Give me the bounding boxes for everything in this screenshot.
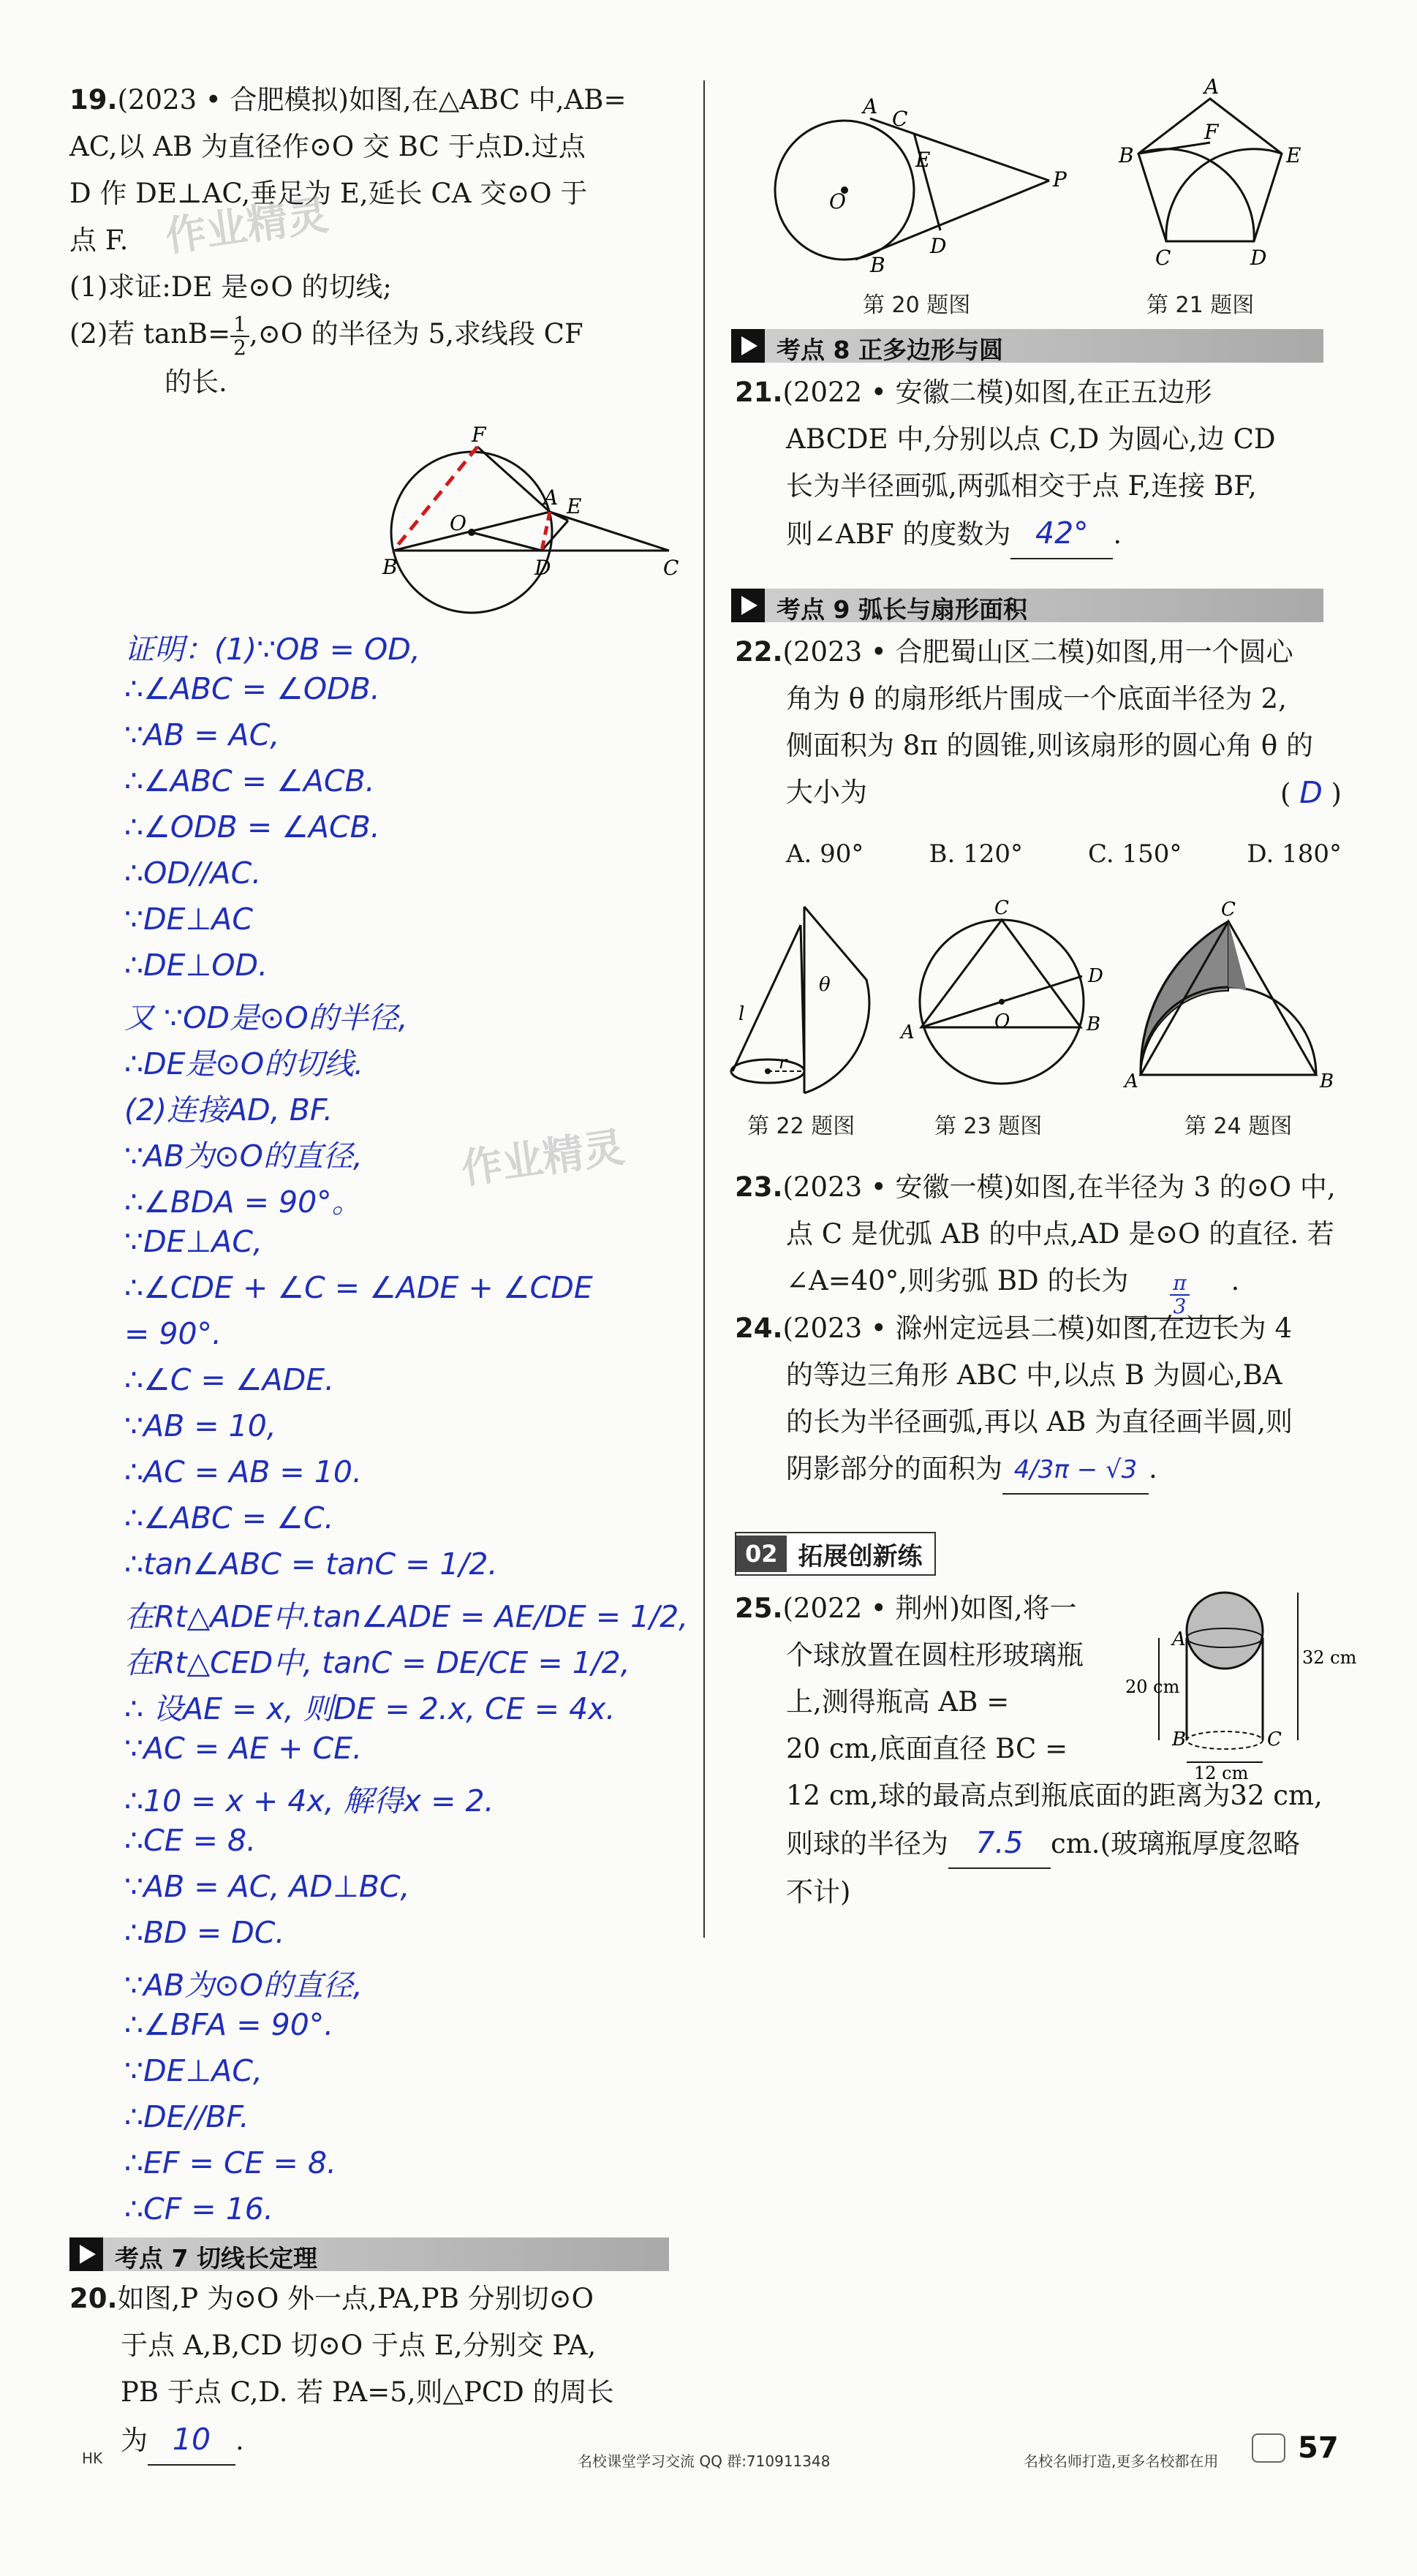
fig-label: 12 cm xyxy=(1194,1763,1249,1783)
answer-blank: $\frac{\pi}{3}$ xyxy=(1128,1270,1231,1319)
solution-line: ∴∠ABC = ∠ODB. xyxy=(124,671,380,706)
footer-right: 名校名师打造,更多名校都在用 xyxy=(1024,2452,1219,2470)
solution-line: ∴CE = 8. xyxy=(124,1823,257,1858)
answer-blank: 42° xyxy=(1010,510,1113,559)
fig-label: A xyxy=(863,94,878,118)
solution-line: ∴∠BFA = 90°. xyxy=(124,2007,334,2042)
fig-label: D xyxy=(930,234,947,258)
question-25-cont: 12 cm,球的最高点到瓶底面的距离为32 cm, 则球的半径为 7.5 cm.(玻璃瓶厚度忽略 不计) xyxy=(786,1780,1323,1908)
q22-figure xyxy=(724,896,899,1100)
logo-icon xyxy=(1252,2433,1285,2463)
solution-line: 又 ∵OD是⊙O的半径, xyxy=(124,1000,408,1035)
q25-figure xyxy=(1125,1583,1357,1783)
solution-line: ∴∠ABC = ∠ACB. xyxy=(124,763,375,798)
question-25: 25.(2022 • 荆州)如图,将一 个球放置在圆柱形玻璃瓶 上,测得瓶高 AB = 20 cm,底面直径 BC = xyxy=(735,1593,1084,1764)
solution-line: ∴ 设AE = x, 则DE = 2.x, CE = 4x. xyxy=(124,1691,616,1726)
solution-line: ∴DE⊥OD. xyxy=(124,948,268,983)
fig-label: A xyxy=(1172,1628,1186,1650)
fig-label: E xyxy=(567,494,582,518)
figure-caption: 第 22 题图 xyxy=(747,1114,855,1139)
fig-label: C xyxy=(1267,1729,1282,1750)
solution-line: 证明：(1)∵OB = OD, xyxy=(124,632,420,667)
fig-label: C xyxy=(994,897,1009,919)
page-number: 57 xyxy=(1298,2431,1339,2465)
fig-label: A xyxy=(543,486,559,510)
option-b: B. 120° xyxy=(929,839,1023,869)
column-divider xyxy=(703,80,705,1938)
solution-line: ∴∠ODB = ∠ACB. xyxy=(124,809,380,845)
solution-line: 在Rt△ADE中.tan∠ADE = AE/DE = 1/2, xyxy=(124,1599,689,1634)
answer-blank: 7.5 xyxy=(948,1819,1051,1869)
solution-line: ∵AB = AC, AD⊥BC, xyxy=(124,1869,410,1904)
fig-label: E xyxy=(915,148,931,172)
solution-line: ∵AC = AE + CE. xyxy=(124,1731,363,1766)
question-19: 19.(2023 • 合肥模拟)如图,在△ABC 中,AB= AC,以 AB 为直径作⊙O 交 BC 于点D.过点 D 作 DE⊥AC,垂足为 E,延长 CA 交⊙O 于 点 F. (1)求证:DE 是⊙O 的切线; (2)若 tanB= $\frac{1}{2}$ ,⊙O 的半径为 5,求线段 CF 的长. xyxy=(69,84,627,398)
option-c: C. 150° xyxy=(1088,839,1182,869)
answer-choice: D xyxy=(1299,775,1323,810)
fig-label: B xyxy=(1087,1013,1101,1035)
fig-label: P xyxy=(1053,167,1067,192)
solution-line: = 90°. xyxy=(124,1316,222,1351)
fig-label: 32 cm xyxy=(1302,1647,1357,1668)
fig-label: B xyxy=(1119,143,1134,167)
fig-label: C xyxy=(1221,899,1236,921)
figure-caption: 第 23 题图 xyxy=(934,1114,1043,1139)
fig-label: F xyxy=(1204,120,1219,144)
fig-label: C xyxy=(892,107,908,131)
answer-blank: 4/3π − √3 xyxy=(1002,1446,1149,1495)
footer-left: HK xyxy=(82,2450,103,2467)
solution-line: ∴CF = 16. xyxy=(124,2191,273,2226)
section-header: 考点 8 正多边形与圆 xyxy=(731,329,1323,363)
fig-label: O xyxy=(829,189,846,214)
question-23: 23.(2023 • 安徽一模)如图,在半径为 3 的⊙O 中, 点 C 是优弧 AB 的中点,AD 是⊙O 的直径. 若 ∠A=40°,则劣弧 BD 的长为 $\frac{\pi}{3}$ . xyxy=(735,1171,1336,1318)
watermark: 作业精灵 xyxy=(458,1123,628,1194)
question-21: 21.(2022 • 安徽二模)如图,在正五边形 ABCDE 中,分别以点 C,D 为圆心,边 CD 长为半径画弧,两弧相交于点 F,连接 BF, 则∠ABF 的度数为 42° . xyxy=(735,369,1342,559)
solution-line: ∴∠CDE + ∠C = ∠ADE + ∠CDE xyxy=(124,1270,593,1305)
solution-line: ∵AB为⊙O的直径, xyxy=(124,1138,363,1174)
fig-label: C xyxy=(1155,246,1171,270)
solution-line: ∴DE是⊙O的切线. xyxy=(124,1046,364,1081)
fig-label: D xyxy=(1088,965,1103,987)
solution-line: ∴∠BDA = 90°。 xyxy=(124,1185,362,1220)
fig-label: θ xyxy=(819,974,831,996)
figure-caption: 第 21 题图 xyxy=(1146,292,1255,318)
q24-figure xyxy=(1119,896,1338,1093)
fig-label: O xyxy=(994,1011,1010,1032)
fig-label: r xyxy=(779,1052,787,1073)
fig-label: E xyxy=(1286,143,1301,167)
fig-label: A xyxy=(1204,75,1220,99)
fig-label: l xyxy=(738,1003,745,1025)
fig-label: B xyxy=(870,253,885,277)
solution-line: ∴DE//BF. xyxy=(124,2099,249,2134)
solution-line: ∵DE⊥AC, xyxy=(124,1224,262,1259)
question-24: 24.(2023 • 滁州定远县二模)如图,在边长为 4 的等边三角形 ABC 中,以点 B 为圆心,BA 的长为半径画弧,再以 AB 为直径画半圆,则 阴影部分的面积为 4/3π − √3 . xyxy=(735,1305,1342,1495)
solution-line: ∴AC = AB = 10. xyxy=(124,1454,362,1489)
fig-label: A xyxy=(901,1021,915,1043)
solution-line: ∵AB为⊙O的直径, xyxy=(124,1968,363,2003)
figure-caption: 第 20 题图 xyxy=(863,292,971,318)
section-02-header: 02 拓展创新练 xyxy=(735,1532,936,1576)
answer-blank: 10 xyxy=(148,2416,235,2466)
fig-label: C xyxy=(663,556,679,580)
fig-label: D xyxy=(534,556,551,580)
solution-line: ∵DE⊥AC, xyxy=(124,2053,262,2088)
options-row xyxy=(786,839,1342,869)
option-d: D. 180° xyxy=(1247,839,1342,869)
solution-line: ∴EF = CE = 8. xyxy=(124,2145,337,2180)
fig-label: B xyxy=(1172,1729,1187,1750)
q23-figure xyxy=(899,896,1111,1093)
q20-figure xyxy=(760,80,1068,278)
question-20: 20.如图,P 为⊙O 外一点,PA,PB 分别切⊙O 于点 A,B,CD 切⊙O 于点 E,分别交 PA, PB 于点 C,D. 若 PA=5,则△PCD 的周长 为 10 . xyxy=(69,2275,676,2466)
fig-label: F xyxy=(472,423,486,447)
option-a: A. 90° xyxy=(786,839,864,869)
section-header: 考点 7 切线长定理 xyxy=(69,2237,669,2271)
fig-label: B xyxy=(382,555,398,579)
q21-figure xyxy=(1115,73,1320,271)
footer-center: 名校课堂学习交流 QQ 群:710911348 xyxy=(578,2452,831,2470)
fig-label: A xyxy=(1125,1070,1138,1092)
play-triangle-icon xyxy=(731,329,765,363)
solution-line: ∴OD//AC. xyxy=(124,855,262,891)
fig-label: D xyxy=(1250,246,1267,270)
part-2: (2)若 tanB= $\frac{1}{2}$ ,⊙O 的半径为 5,求线段 CF xyxy=(69,311,583,360)
part-1: (1)求证:DE 是⊙O 的切线; xyxy=(69,271,392,303)
solution-line: ∴∠ABC = ∠C. xyxy=(124,1500,334,1536)
solution-line: ∴BD = DC. xyxy=(124,1915,285,1950)
play-triangle-icon xyxy=(69,2237,103,2271)
fig-label: O xyxy=(450,511,466,535)
solution-line: ∵DE⊥AC xyxy=(124,902,253,937)
fig-label: B xyxy=(1320,1070,1334,1092)
q19-figure xyxy=(377,424,691,596)
solution-line: ∴∠C = ∠ADE. xyxy=(124,1362,335,1397)
question-22: 22.(2023 • 合肥蜀山区二模)如图,用一个圆心 角为 θ 的扇形纸片围成一个底面半径为 2, 侧面积为 8π 的圆锥,则该扇形的圆心角 θ 的 大小为 ( D ) xyxy=(735,636,1342,810)
watermark: 作业精灵 xyxy=(162,191,332,262)
section-header: 考点 9 弧长与扇形面积 xyxy=(731,589,1323,622)
solution-line: ∴10 = x + 4x, 解得x = 2. xyxy=(124,1783,494,1818)
solution-line: ∵AB = 10, xyxy=(124,1408,276,1443)
solution-line: (2)连接AD, BF. xyxy=(124,1092,333,1128)
figure-caption: 第 24 题图 xyxy=(1184,1114,1293,1139)
solution-line: 在Rt△CED中, tanC = DE/CE = 1/2, xyxy=(124,1645,630,1680)
fig-label: 20 cm xyxy=(1125,1677,1180,1697)
solution-line: ∴tan∠ABC = tanC = 1/2. xyxy=(124,1546,498,1582)
play-triangle-icon xyxy=(731,589,765,622)
question-number: 19. xyxy=(69,84,118,116)
solution-line: ∵AB = AC, xyxy=(124,717,280,752)
